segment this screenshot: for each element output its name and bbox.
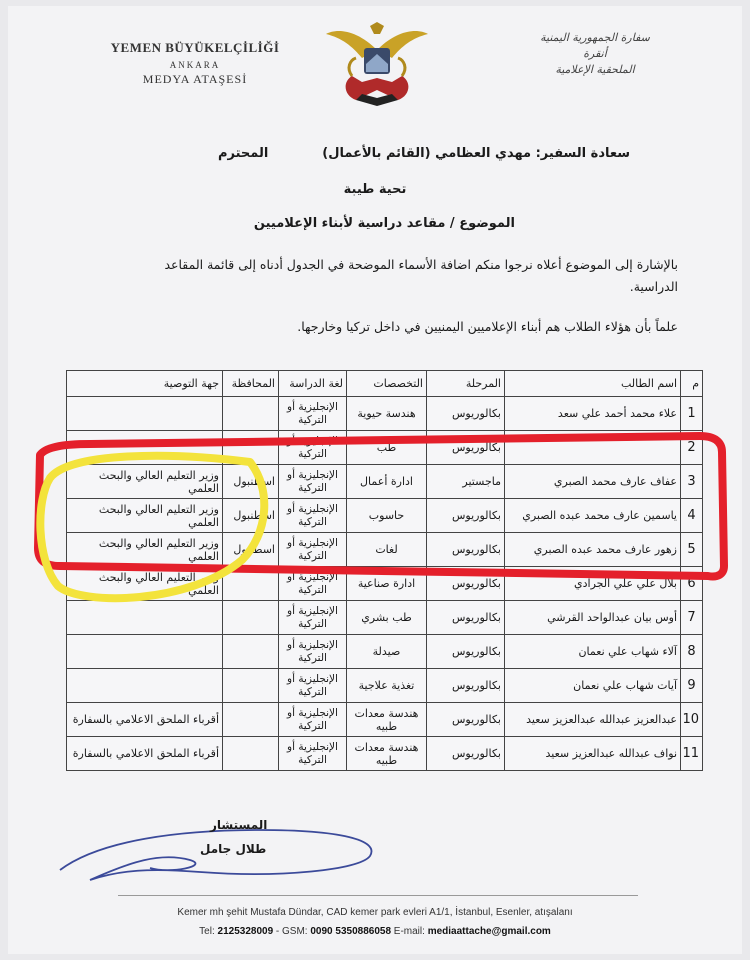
cell-language: الإنجليزية أو التركية bbox=[279, 703, 347, 737]
table-row bbox=[67, 465, 703, 499]
table-row bbox=[67, 635, 703, 669]
cell-level: بكالوريوس bbox=[427, 703, 505, 737]
yemen-eagle-emblem-icon bbox=[322, 20, 432, 108]
cell-specialty: لغات bbox=[347, 533, 427, 567]
signature-name: طلال جامل bbox=[200, 842, 267, 856]
footer-address: Kemer mh şehit Mustafa Dündar, CAD kemer park evleri A1/1, İstanbul, Esenler, atışalanı bbox=[177, 907, 573, 918]
table-row bbox=[67, 533, 703, 567]
cell-recommendation bbox=[67, 601, 223, 635]
subject-line: الموضوع / مقاعد دراسية لأبناء الإعلاميين bbox=[253, 216, 515, 231]
students-table bbox=[66, 370, 703, 771]
embassy-header-latin bbox=[100, 40, 290, 87]
header-no: م bbox=[681, 371, 703, 397]
table-body bbox=[67, 397, 703, 771]
embassy-header-arabic bbox=[520, 30, 670, 78]
table-row bbox=[67, 499, 703, 533]
cell-no: 6 bbox=[681, 567, 703, 601]
signature-title: المستشار bbox=[210, 818, 268, 832]
cell-name: ياسمين عارف محمد عبده الصبري bbox=[505, 499, 681, 533]
embassy-city-ar: أنقرة bbox=[583, 47, 607, 60]
greeting: تحية طيبة bbox=[343, 182, 407, 197]
cell-level: بكالوريوس bbox=[427, 737, 505, 771]
cell-recommendation: وزير التعليم العالي والبحث العلمي bbox=[67, 567, 223, 601]
cell-name: عفاف عارف محمد الصبري bbox=[505, 465, 681, 499]
cell-no: 10 bbox=[681, 703, 703, 737]
header-recommendation: جهة التوصية bbox=[67, 371, 223, 397]
cell-level: بكالوريوس bbox=[427, 601, 505, 635]
cell-no: 8 bbox=[681, 635, 703, 669]
cell-level: بكالوريوس bbox=[427, 533, 505, 567]
cell-level: بكالوريوس bbox=[427, 669, 505, 703]
cell-governorate: اسطنبول bbox=[223, 499, 279, 533]
table-row bbox=[67, 431, 703, 465]
table-header-row bbox=[67, 371, 703, 397]
embassy-name: YEMEN BÜYÜKELÇİLİĞİ bbox=[110, 40, 280, 55]
cell-language: الإنجليزية أو التركية bbox=[279, 499, 347, 533]
cell-governorate: اسطنبول bbox=[223, 533, 279, 567]
cell-recommendation: وزير التعليم العالي والبحث العلمي bbox=[67, 465, 223, 499]
header-name: اسم الطالب bbox=[505, 371, 681, 397]
cell-name bbox=[505, 431, 681, 465]
tel-value: 2125328009 bbox=[217, 926, 274, 937]
cell-governorate bbox=[223, 431, 279, 465]
cell-recommendation bbox=[67, 431, 223, 465]
cell-specialty: تغذية علاجية bbox=[347, 669, 427, 703]
cell-governorate bbox=[223, 567, 279, 601]
body-paragraph-2: علماً بأن هؤلاء الطلاب هم أبناء الإعلاميين اليمنيين في داخل تركيا وخارجها. bbox=[297, 319, 678, 334]
header-specialty: التخصصات bbox=[347, 371, 427, 397]
cell-specialty: ادارة صناعية bbox=[347, 567, 427, 601]
cell-level: بكالوريوس bbox=[427, 567, 505, 601]
cell-recommendation bbox=[67, 669, 223, 703]
cell-governorate bbox=[223, 635, 279, 669]
cell-recommendation: وزير التعليم العالي والبحث العلمي bbox=[67, 533, 223, 567]
cell-language: الإنجليزية أو التركية bbox=[279, 669, 347, 703]
cell-level: ماجستير bbox=[427, 465, 505, 499]
table-row bbox=[67, 703, 703, 737]
cell-name: علاء محمد أحمد علي سعد bbox=[505, 397, 681, 431]
embassy-office: MEDYA ATAŞESİ bbox=[142, 72, 248, 86]
cell-no: 1 bbox=[681, 397, 703, 431]
body-paragraph-1: بالإشارة إلى الموضوع أعلاه نرجوا منكم اضافة الأسماء الموضحة في الجدول أدناه إلى قائمة المقاعد الدراسية. bbox=[164, 257, 678, 294]
cell-specialty: هندسة معدات طبيه bbox=[347, 737, 427, 771]
embassy-city: ANKARA bbox=[169, 60, 221, 70]
header-level: المرحلة bbox=[427, 371, 505, 397]
cell-recommendation: وزير التعليم العالي والبحث العلمي bbox=[67, 499, 223, 533]
cell-no: 4 bbox=[681, 499, 703, 533]
cell-specialty: صيدلة bbox=[347, 635, 427, 669]
cell-governorate bbox=[223, 669, 279, 703]
cell-language: الإنجليزية أو التركية bbox=[279, 567, 347, 601]
cell-recommendation: أقرباء الملحق الاعلامي بالسفارة bbox=[67, 703, 223, 737]
gsm-label: - GSM: bbox=[273, 926, 308, 937]
tel-label: Tel: bbox=[199, 926, 215, 937]
cell-language: الإنجليزية أو التركية bbox=[279, 601, 347, 635]
cell-governorate bbox=[223, 397, 279, 431]
cell-no: 5 bbox=[681, 533, 703, 567]
embassy-office-ar: الملحقية الإعلامية bbox=[555, 63, 635, 76]
addressee-line: سعادة السفير: مهدي العظامي (القائم بالأعمال) bbox=[322, 146, 630, 161]
email-value: mediaattache@gmail.com bbox=[427, 926, 551, 937]
embassy-name-ar: سفارة الجمهورية اليمنية bbox=[540, 31, 650, 44]
table-row bbox=[67, 567, 703, 601]
cell-specialty: هندسة معدات طبيه bbox=[347, 703, 427, 737]
cell-level: بكالوريوس bbox=[427, 397, 505, 431]
cell-name: زهور عارف محمد عبده الصبري bbox=[505, 533, 681, 567]
cell-governorate bbox=[223, 601, 279, 635]
cell-recommendation bbox=[67, 635, 223, 669]
cell-specialty: هندسة حيوية bbox=[347, 397, 427, 431]
cell-no: 7 bbox=[681, 601, 703, 635]
cell-level: بكالوريوس bbox=[427, 635, 505, 669]
table-row bbox=[67, 669, 703, 703]
cell-name: آيات شهاب علي نعمان bbox=[505, 669, 681, 703]
cell-no: 11 bbox=[681, 737, 703, 771]
cell-specialty: طب bbox=[347, 431, 427, 465]
cell-no: 9 bbox=[681, 669, 703, 703]
cell-level: بكالوريوس bbox=[427, 431, 505, 465]
footer-contacts bbox=[0, 926, 750, 937]
cell-name: عبدالعزيز عبدالله عبدالعزيز سعيد bbox=[505, 703, 681, 737]
honorific: المحترم bbox=[218, 146, 269, 161]
cell-level: بكالوريوس bbox=[427, 499, 505, 533]
cell-name: بلال علي علي الجرادي bbox=[505, 567, 681, 601]
cell-governorate bbox=[223, 737, 279, 771]
footer-divider bbox=[118, 895, 638, 896]
cell-language: الإنجليزية أو التركية bbox=[279, 397, 347, 431]
cell-name: آلاء شهاب علي نعمان bbox=[505, 635, 681, 669]
cell-governorate bbox=[223, 703, 279, 737]
table-row bbox=[67, 601, 703, 635]
table-row bbox=[67, 737, 703, 771]
cell-language: الإنجليزية أو التركية bbox=[279, 431, 347, 465]
cell-language: الإنجليزية أو التركية bbox=[279, 737, 347, 771]
cell-language: الإنجليزية أو التركية bbox=[279, 635, 347, 669]
cell-name: أوس بيان عبدالواحد القرشي bbox=[505, 601, 681, 635]
cell-recommendation: أقرباء الملحق الاعلامي بالسفارة bbox=[67, 737, 223, 771]
cell-specialty: ادارة أعمال bbox=[347, 465, 427, 499]
cell-name: نواف عبدالله عبدالعزيز سعيد bbox=[505, 737, 681, 771]
cell-language: الإنجليزية أو التركية bbox=[279, 465, 347, 499]
cell-specialty: حاسوب bbox=[347, 499, 427, 533]
header-governorate: المحافظة bbox=[223, 371, 279, 397]
header-language: لغة الدراسة bbox=[279, 371, 347, 397]
cell-recommendation bbox=[67, 397, 223, 431]
cell-governorate: اسطنبول bbox=[223, 465, 279, 499]
gsm-value: 0090 5350886058 bbox=[310, 926, 392, 937]
email-label: E-mail: bbox=[391, 926, 425, 937]
cell-no: 2 bbox=[681, 431, 703, 465]
cell-specialty: طب بشري bbox=[347, 601, 427, 635]
table-row bbox=[67, 397, 703, 431]
cell-language: الإنجليزية أو التركية bbox=[279, 533, 347, 567]
cell-no: 3 bbox=[681, 465, 703, 499]
